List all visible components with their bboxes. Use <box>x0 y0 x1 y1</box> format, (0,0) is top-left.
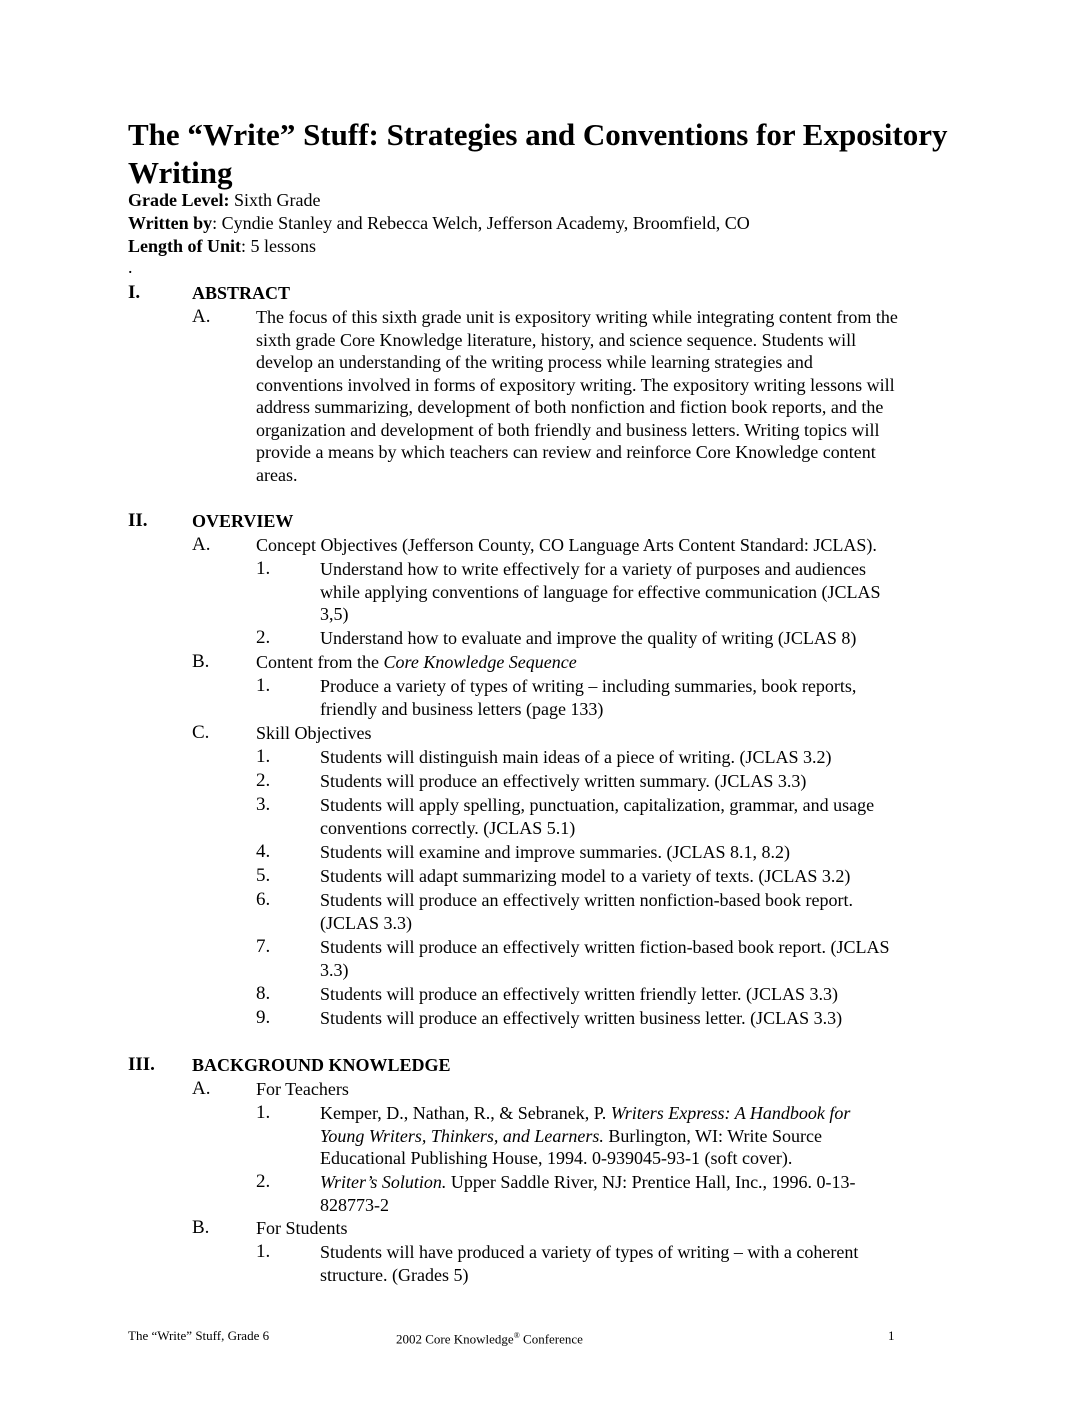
item-text-italic: Core Knowledge Sequence <box>383 652 577 672</box>
text-line: conventions correctly. (JCLAS 5.1) <box>320 817 576 838</box>
list-number: 1. <box>256 558 271 579</box>
written-by-line <box>128 212 750 235</box>
item-label: C. <box>192 722 210 743</box>
list-number: 2. <box>256 1171 271 1192</box>
written-by-value: : Cyndie Stanley and Rebecca Welch, Jefferson Academy, Broomfield, CO <box>212 213 750 233</box>
page-number: 1 <box>888 1328 895 1343</box>
text-line: 828773-2 <box>320 1194 389 1215</box>
text-line: Educational Publishing House, 1994. 0-939045-93-1 (soft cover). <box>320 1148 793 1168</box>
text-line: Students will produce an effectively written friendly letter. (JCLAS 3.3) <box>320 984 839 1004</box>
text-line: provide a means by which teachers can review and reinforce Core Knowledge content <box>256 442 876 462</box>
section-number: I. <box>128 282 141 303</box>
text-line: sixth grade Core Knowledge literature, history, and science sequence. Students will <box>256 329 857 350</box>
text-italic: Writers Express: A Handbook for <box>610 1103 851 1123</box>
text-plain: Kemper, D., Nathan, R., & Sebranek, P. <box>320 1103 611 1123</box>
text-line: areas. <box>256 464 298 485</box>
text-line: Understand how to write effectively for a variety of purposes and audiences <box>320 559 866 579</box>
list-number: 2. <box>256 627 271 648</box>
item-label: A. <box>192 1078 211 1099</box>
text-line: Students will distinguish main ideas of a piece of writing. (JCLAS 3.2) <box>320 747 832 767</box>
list-number: 1. <box>256 675 271 696</box>
section-heading: OVERVIEW <box>192 511 294 531</box>
list-number: 8. <box>256 983 271 1004</box>
text-line: Students will produce an effectively written summary. (JCLAS 3.3) <box>320 771 807 791</box>
text-line: Students will produce an effectively written nonfiction-based book report. <box>320 890 854 910</box>
footer-center-text: Conference <box>519 1331 583 1347</box>
list-number: 3. <box>256 794 271 815</box>
footer-center-text: 2002 Core Knowledge <box>396 1331 514 1347</box>
footer-center <box>396 1328 583 1347</box>
list-number: 2. <box>256 770 271 791</box>
list-number: 4. <box>256 841 271 862</box>
text-line <box>320 1102 850 1125</box>
text-italic: Writer’s Solution. <box>320 1172 447 1192</box>
list-number: 1. <box>256 1241 271 1262</box>
text-plain: Burlington, WI: Write Source <box>603 1125 822 1146</box>
item-text: Concept Objectives (Jefferson County, CO Language Arts Content Standard: JCLAS). <box>256 535 877 555</box>
list-number: 1. <box>256 746 271 767</box>
text-line: Students will produce an effectively written fiction-based book report. (JCLAS <box>320 937 890 957</box>
list-number: 7. <box>256 936 271 957</box>
length-of-unit-label: Length of Unit <box>128 236 242 256</box>
text-line: 3,5) <box>320 604 349 624</box>
item-label: A. <box>192 534 211 555</box>
text-line: Students will produce an effectively written business letter. (JCLAS 3.3) <box>320 1008 843 1028</box>
text-line: 3.3) <box>320 959 349 980</box>
item-text: Skill Objectives <box>256 723 372 743</box>
text-plain: Upper Saddle River, NJ: Prentice Hall, Inc., 1996. 0-13- <box>446 1172 856 1192</box>
section-heading: BACKGROUND KNOWLEDGE <box>192 1055 451 1075</box>
text-line: address summarizing, development of both nonfiction and fiction book reports, and the <box>256 397 884 417</box>
length-of-unit-line <box>128 235 316 258</box>
document-title: The “Write” Stuff: Strategies and Conventions for Expository Writing <box>128 117 948 190</box>
list-number: 6. <box>256 889 271 910</box>
item-text <box>256 651 577 674</box>
text-line <box>320 1171 856 1194</box>
registered-mark: ® <box>513 1331 520 1340</box>
text-line <box>320 1125 822 1148</box>
grade-level-label: Grade Level: <box>128 190 230 210</box>
grade-level-value: Sixth Grade <box>229 190 321 210</box>
item-text: For Teachers <box>256 1079 349 1099</box>
section-number: II. <box>128 510 148 531</box>
text-line: Students will apply spelling, punctuation, capitalization, grammar, and usage <box>320 795 875 815</box>
text-line: structure. (Grades 5) <box>320 1264 469 1285</box>
text-line: Students will have produced a variety of types of writing – with a coherent <box>320 1242 859 1262</box>
text-line: while applying conventions of language for effective communication (JCLAS <box>320 581 881 602</box>
text-line: conventions involved in forms of expository writing. The expository writing lessons will <box>256 374 895 395</box>
grade-level-line <box>128 189 320 212</box>
item-text-plain: Content from the <box>256 652 384 672</box>
text-line: Understand how to evaluate and improve the quality of writing (JCLAS 8) <box>320 628 857 648</box>
item-label: A. <box>192 306 211 327</box>
list-number: 1. <box>256 1102 271 1123</box>
text-line: The focus of this sixth grade unit is expository writing while integrating content from the <box>256 307 898 327</box>
item-label: B. <box>192 651 210 672</box>
text-italic: Young Writers, Thinkers, and Learners. <box>320 1125 604 1146</box>
text-line: organization and development of both friendly and business letters. Writing topics will <box>256 419 880 440</box>
text-line: Students will adapt summarizing model to a variety of texts. (JCLAS 3.2) <box>320 866 851 886</box>
list-number: 5. <box>256 865 271 886</box>
footer-left: The “Write” Stuff, Grade 6 <box>128 1328 270 1343</box>
text-line: Students will examine and improve summaries. (JCLAS 8.1, 8.2) <box>320 842 790 862</box>
text-line: friendly and business letters (page 133) <box>320 698 604 719</box>
item-label: B. <box>192 1217 210 1238</box>
section-number: III. <box>128 1054 155 1075</box>
text-line: Produce a variety of types of writing – including summaries, book reports, <box>320 676 857 696</box>
list-number: 9. <box>256 1007 271 1028</box>
written-by-label: Written by <box>128 213 213 233</box>
stray-period: . <box>128 257 133 277</box>
section-heading: ABSTRACT <box>192 283 291 303</box>
text-line: (JCLAS 3.3) <box>320 912 413 933</box>
item-text: For Students <box>256 1218 348 1238</box>
length-of-unit-value: : 5 lessons <box>241 236 317 256</box>
text-line: develop an understanding of the writing process while learning strategies and <box>256 352 813 372</box>
